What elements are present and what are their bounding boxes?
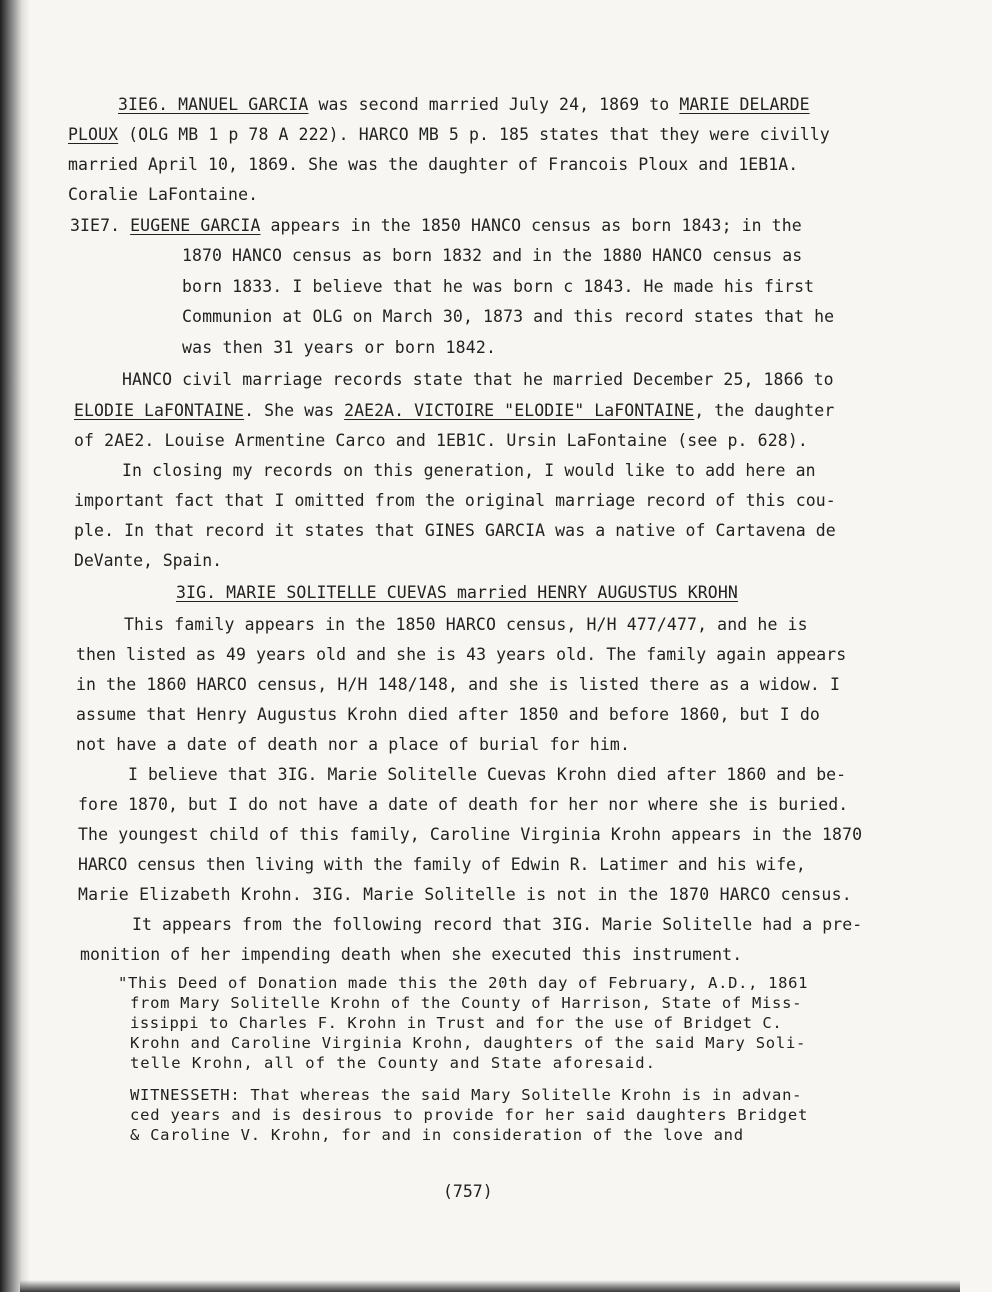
text-segment: ple. In that record it states that GINES GARCIA was a native of Cartavena de	[74, 521, 836, 540]
text-segment: HARCO census then living with the family of Edwin R. Latimer and his wife,	[78, 855, 806, 874]
text-segment: telle Krohn, all of the County and State aforesaid.	[130, 1054, 656, 1072]
underlined-name: 2AE2A. VICTOIRE "ELODIE" LaFONTAINE	[344, 401, 695, 420]
text-line	[70, 215, 802, 237]
text-segment: born 1833. I believe that he was born c 1843. He made his first	[182, 277, 815, 296]
text-line	[130, 1032, 806, 1054]
text-segment: fore 1870, but I do not have a date of death for her nor where she is buried.	[78, 795, 849, 814]
text-segment: DeVante, Spain.	[74, 551, 222, 570]
text-segment: ced years and is desirous to provide for her said daughters Bridget	[130, 1106, 809, 1124]
text-line	[130, 1052, 656, 1074]
text-segment: from Mary Solitelle Krohn of the County of Harrison, State of Miss-	[130, 994, 803, 1012]
text-segment: HANCO civil marriage records state that he married December 25, 1866 to	[122, 370, 834, 389]
underlined-name: 3IE6. MANUEL GARCIA	[118, 95, 309, 114]
text-segment: Coralie LaFontaine.	[68, 185, 259, 204]
text-segment: Krohn and Caroline Virginia Krohn, daughters of the said Mary Soli-	[130, 1034, 807, 1052]
text-segment: of 2AE2. Louise Armentine Carco and 1EB1C. Ursin LaFontaine (see p. 628).	[74, 431, 808, 450]
text-line	[130, 1124, 744, 1146]
text-segment: The youngest child of this family, Caroline Virginia Krohn appears in the 1870	[78, 825, 863, 844]
text-segment: assume that Henry Augustus Krohn died after 1850 and before 1860, but I do	[76, 705, 820, 724]
text-line	[130, 1012, 782, 1034]
text-segment: Communion at OLG on March 30, 1873 and this record states that he	[182, 307, 835, 326]
text-segment: In closing my records on this generation, I would like to add here an	[122, 461, 816, 480]
text-line	[76, 644, 846, 666]
text-segment: It appears from the following record that 3IG. Marie Solitelle had a pre-	[132, 915, 863, 934]
text-line	[118, 94, 810, 116]
text-line	[182, 306, 834, 328]
text-segment: This family appears in the 1850 HARCO census, H/H 477/477, and he is	[124, 615, 808, 634]
text-segment: not have a date of death nor a place of burial for him.	[76, 735, 631, 754]
text-segment: in the 1860 HARCO census, H/H 148/148, and she is listed there as a widow. I	[76, 675, 841, 694]
text-line	[74, 400, 834, 422]
text-line	[130, 1104, 808, 1126]
text-segment: then listed as 49 years old and she is 43 years old. The family again appears	[76, 645, 847, 664]
page-number: (757)	[443, 1182, 493, 1201]
text-line	[68, 124, 830, 146]
text-line	[68, 184, 258, 206]
text-segment: important fact that I omitted from the original marriage record of this cou-	[74, 491, 836, 510]
text-segment: I believe that 3IG. Marie Solitelle Cuevas Krohn died after 1860 and be-	[128, 765, 847, 784]
text-line	[176, 582, 738, 604]
text-line	[182, 337, 496, 359]
text-segment: "This Deed of Donation made this the 20th day of February, A.D., 1861	[118, 974, 809, 992]
text-segment: issippi to Charles F. Krohn in Trust and for the use of Bridget C.	[130, 1014, 783, 1032]
text-line	[182, 276, 814, 298]
text-line	[74, 490, 836, 512]
text-segment: was then 31 years or born 1842.	[182, 338, 497, 357]
text-line	[182, 245, 802, 267]
text-line	[80, 944, 742, 966]
text-line	[74, 430, 808, 452]
text-line	[122, 369, 834, 391]
page-bottom-edge	[20, 1280, 960, 1292]
text-line	[76, 704, 820, 726]
underlined-name: 3IG. MARIE SOLITELLE CUEVAS married HENRY AUGUSTUS KROHN	[176, 583, 738, 602]
text-line	[130, 992, 802, 1014]
text-line	[78, 824, 862, 846]
text-line	[78, 884, 852, 906]
text-segment: . She was	[244, 401, 345, 420]
text-segment: 3IE7.	[70, 216, 131, 235]
text-segment: married April 10, 1869. She was the daughter of Francois Ploux and 1EB1A.	[68, 155, 799, 174]
text-segment: & Caroline V. Krohn, for and in consideration of the love and	[130, 1126, 744, 1144]
text-line	[78, 854, 806, 876]
underlined-name: ELODIE LaFONTAINE	[74, 401, 245, 420]
text-line	[118, 972, 808, 994]
text-segment: , the daughter	[694, 401, 835, 420]
text-segment: monition of her impending death when she executed this instrument.	[80, 945, 743, 964]
binding-shadow	[0, 0, 30, 1292]
text-segment: Marie Elizabeth Krohn. 3IG. Marie Solitelle is not in the 1870 HARCO census.	[78, 885, 852, 904]
text-line	[74, 520, 836, 542]
text-segment: 1870 HANCO census as born 1832 and in the 1880 HANCO census as	[182, 246, 803, 265]
text-segment: appears in the 1850 HANCO census as born 1843; in the	[260, 216, 802, 235]
text-line	[68, 154, 798, 176]
text-line	[74, 550, 222, 572]
text-line	[132, 914, 862, 936]
text-line	[78, 794, 848, 816]
text-line	[130, 1084, 802, 1106]
underlined-name: PLOUX	[68, 125, 119, 144]
text-segment: (OLG MB 1 p 78 A 222). HARCO MB 5 p. 185 states that they were civilly	[118, 125, 830, 144]
text-segment: WITNESSETH: That whereas the said Mary Solitelle Krohn is in advan-	[130, 1086, 803, 1104]
text-line	[128, 764, 846, 786]
text-line	[76, 674, 840, 696]
text-segment: was second married July 24, 1869 to	[308, 95, 680, 114]
text-line	[124, 614, 808, 636]
underlined-name: MARIE DELARDE	[679, 95, 810, 114]
text-line	[122, 460, 816, 482]
text-line	[76, 734, 630, 756]
underlined-name: EUGENE GARCIA	[130, 216, 261, 235]
